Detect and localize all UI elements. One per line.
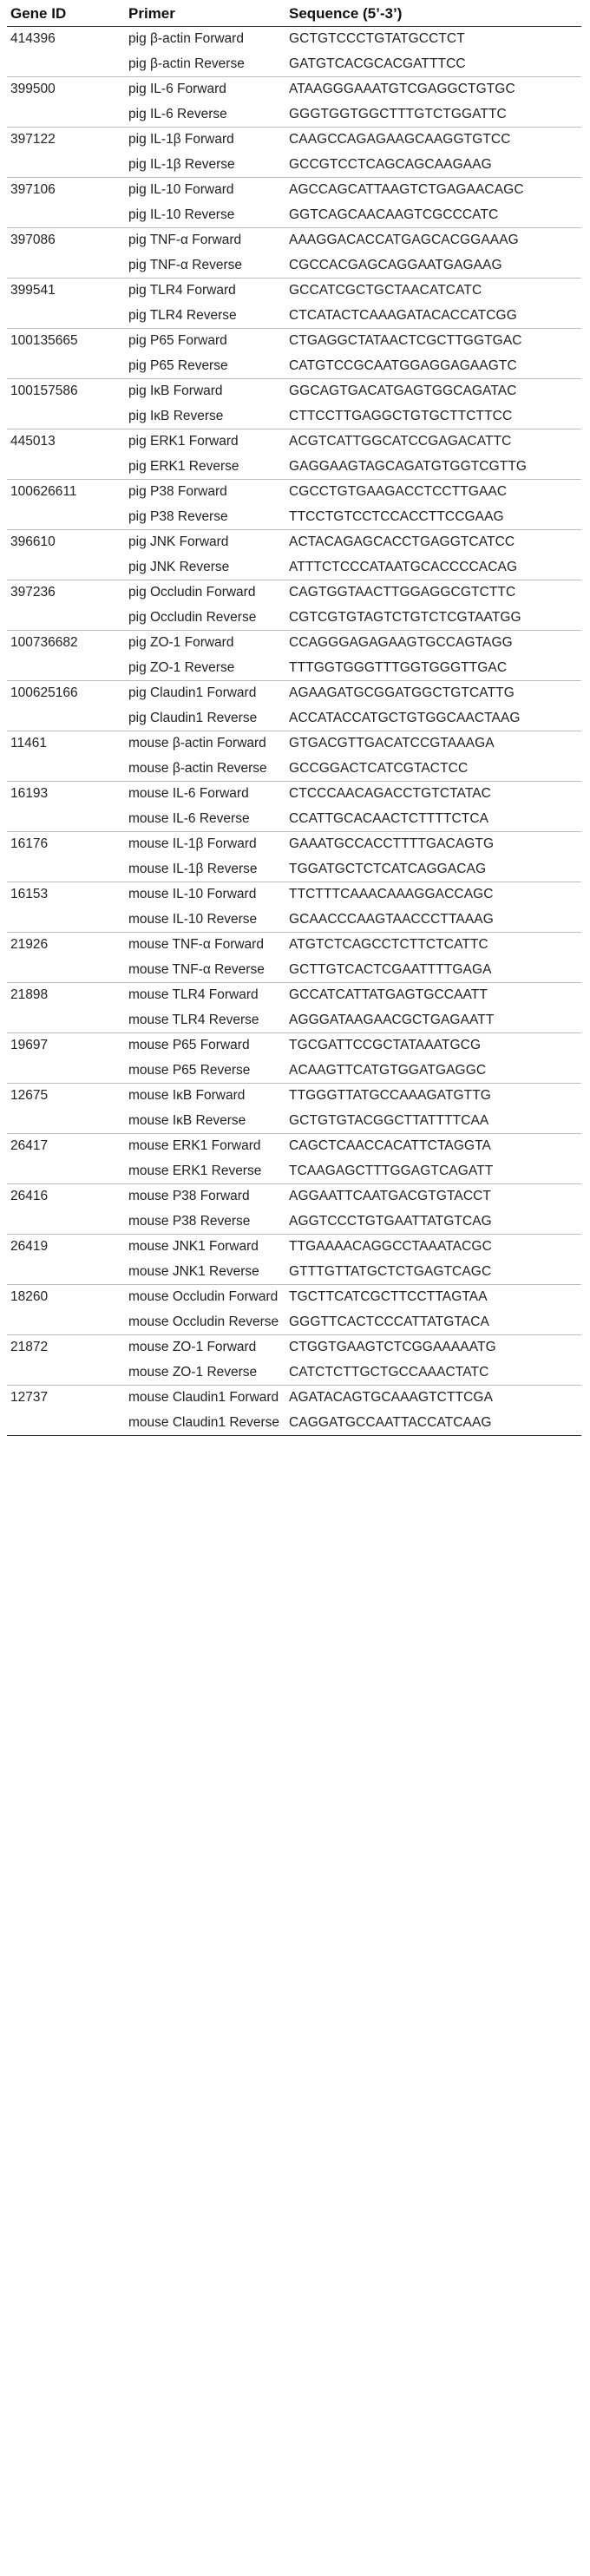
gene-id-cell: 11461 (7, 731, 125, 757)
primer-cell: mouse JNK1 Forward (125, 1235, 285, 1260)
sequence-cell: AAAGGACACCATGAGCACGGAAAG (285, 228, 581, 253)
gene-id-cell (7, 1008, 125, 1033)
gene-id-cell: 397106 (7, 178, 125, 203)
primer-cell: pig ZO-1 Forward (125, 631, 285, 656)
table-row (7, 530, 581, 555)
primer-cell: pig Claudin1 Reverse (128, 710, 258, 725)
primer-cell: mouse P65 Reverse (128, 1062, 251, 1078)
header-gene-id: Gene ID (7, 3, 125, 27)
table-header (7, 3, 581, 27)
table-row (7, 1059, 581, 1084)
gene-id-cell (7, 958, 125, 983)
primer-cell: mouse TNF-α Forward (125, 933, 285, 958)
table-row (7, 1260, 581, 1285)
gene-id-cell (7, 807, 125, 832)
sequence-cell: GGGTTCACTCCCATTATGTACA (289, 1314, 489, 1329)
sequence-cell: GTTTGTTATGCTCTGAGTCAGC (289, 1263, 492, 1279)
table-row (7, 429, 581, 455)
sequence-cell: CTTCCTTGAGGCTGTGCTTCTTCC (289, 408, 513, 423)
table-row (7, 706, 581, 731)
table-row (7, 1109, 581, 1134)
sequence-cell: TGCTTCATCGCTTCCTTAGTAA (285, 1285, 581, 1310)
gene-id-cell: 26417 (7, 1134, 125, 1159)
sequence-cell: AGCCAGCATTAAGTCTGAGAACAGC (285, 178, 581, 203)
sequence-cell: GTGACGTTGACATCCGTAAAGA (285, 731, 581, 757)
table-row (7, 1159, 581, 1184)
table-row (7, 681, 581, 706)
sequence-cell: CAGTGGTAACTTGGAGGCGTCTTC (285, 580, 581, 606)
sequence-cell: CCATTGCACAACTCTTTTCTCA (289, 810, 489, 826)
primer-cell: pig IκB Forward (125, 379, 285, 404)
primer-cell: pig JNK Reverse (128, 559, 230, 574)
sequence-cell: CGCCACGAGCAGGAATGAGAAG (289, 257, 502, 272)
table-row (7, 153, 581, 178)
gene-id-cell: 21898 (7, 983, 125, 1008)
sequence-cell: AGGTCCCTGTGAATTATGTCAG (289, 1213, 492, 1229)
gene-id-cell: 100736682 (7, 631, 125, 656)
table-row (7, 1235, 581, 1260)
gene-id-cell (7, 857, 125, 882)
gene-id-cell: 26419 (7, 1235, 125, 1260)
sequence-cell: TTTGGTGGGTTTGGTGGGTTGAC (289, 659, 508, 675)
primer-cell: pig β-actin Forward (128, 31, 244, 46)
table-row (7, 1285, 581, 1310)
gene-id-cell: 21872 (7, 1335, 125, 1360)
sequence-cell: GAGGAAGTAGCAGATGTGGTCGTTG (289, 458, 528, 474)
table-row (7, 455, 581, 480)
sequence-cell: CATGTCCGCAATGGAGGAGAAGTC (289, 357, 517, 373)
table-row (7, 580, 581, 606)
sequence-cell: CAGGATGCCAATTACCATCAAG (285, 1411, 581, 1436)
gene-id-cell (7, 153, 125, 178)
table-row (7, 1008, 581, 1033)
sequence-cell: GGTCAGCAACAAGTCGCCCATC (289, 206, 499, 222)
sequence-cell: AGAAGATGCGGATGGCTGTCATTG (285, 681, 581, 706)
table-row (7, 304, 581, 329)
primer-cell: mouse Claudin1 Reverse (125, 1411, 285, 1436)
primer-cell: mouse β-actin Reverse (128, 760, 267, 776)
primer-cell: mouse β-actin Forward (125, 731, 285, 757)
gene-id-cell: 21926 (7, 933, 125, 958)
sequence-cell: ACCATACCATGCTGTGGCAACTAAG (289, 710, 521, 725)
table-row (7, 253, 581, 279)
sequence-cell: CAAGCCAGAGAAGCAAGGTGTCC (285, 128, 581, 153)
table-body (7, 27, 581, 1436)
sequence-cell: AGATACAGTGCAAAGTCTTCGA (285, 1386, 581, 1411)
sequence-cell: GAAATGCCACCTTTTGACAGTG (285, 832, 581, 857)
primer-cell: pig Claudin1 Forward (125, 681, 285, 706)
primer-cell: mouse IL-6 Reverse (128, 810, 250, 826)
gene-id-cell (7, 505, 125, 530)
header-primer: Primer (125, 3, 285, 27)
gene-id-cell (7, 1411, 125, 1436)
table-row (7, 480, 581, 505)
table-row (7, 505, 581, 530)
primer-cell: pig ERK1 Reverse (128, 458, 239, 474)
table-row (7, 1360, 581, 1386)
table-row (7, 1335, 581, 1360)
primer-cell: mouse Claudin1 Forward (125, 1386, 285, 1411)
gene-id-cell: 16153 (7, 882, 125, 908)
primer-cell: pig IL-10 Forward (125, 178, 285, 203)
primer-table (7, 3, 581, 1436)
table-row (7, 782, 581, 807)
sequence-cell: ATTTCTCCCATAATGCACCCCACAG (289, 559, 518, 574)
gene-id-cell (7, 757, 125, 782)
gene-id-cell (7, 102, 125, 128)
table-row (7, 857, 581, 882)
primer-cell: mouse IL-6 Forward (125, 782, 285, 807)
primer-cell: mouse P38 Reverse (128, 1213, 251, 1229)
sequence-cell: GCAACCCAAGTAACCCTTAAAG (289, 911, 494, 927)
gene-id-cell (7, 1159, 125, 1184)
table-row (7, 178, 581, 203)
gene-id-cell: 12675 (7, 1084, 125, 1109)
primer-cell: pig IL-1β Forward (125, 128, 285, 153)
primer-cell: pig IL-6 Forward (125, 77, 285, 102)
table-row (7, 1209, 581, 1235)
table-row (7, 379, 581, 404)
gene-id-cell (7, 1360, 125, 1386)
primer-cell: pig JNK Forward (125, 530, 285, 555)
gene-id-cell (7, 555, 125, 580)
gene-id-cell: 399541 (7, 279, 125, 304)
sequence-cell: GATGTCACGCACGATTTCC (289, 56, 466, 71)
table-row (7, 102, 581, 128)
table-row (7, 228, 581, 253)
gene-id-cell (7, 908, 125, 933)
gene-id-cell: 397236 (7, 580, 125, 606)
sequence-cell: TCAAGAGCTTTGGAGTCAGATT (289, 1163, 494, 1178)
primer-cell: pig IL-10 Reverse (128, 206, 235, 222)
table-row (7, 958, 581, 983)
gene-id-cell: 26416 (7, 1184, 125, 1209)
table-row (7, 1134, 581, 1159)
sequence-cell: CGTCGTGTAGTCTGTCTCGTAATGG (289, 609, 521, 625)
gene-id-cell: 16193 (7, 782, 125, 807)
primer-cell: mouse ZO-1 Forward (125, 1335, 285, 1360)
table-row (7, 203, 581, 228)
gene-id-cell (7, 606, 125, 631)
primer-cell: mouse ERK1 Forward (125, 1134, 285, 1159)
sequence-cell: GCTTGTCACTCGAATTTTGAGA (289, 961, 492, 977)
primer-cell: pig TNF-α Reverse (128, 257, 242, 272)
gene-id-cell (7, 404, 125, 429)
primer-cell: pig IL-1β Reverse (128, 156, 235, 172)
gene-id-cell (7, 656, 125, 681)
primer-cell: pig ERK1 Forward (125, 429, 285, 455)
primer-cell: mouse P38 Forward (125, 1184, 285, 1209)
sequence-cell: GCCATCGCTGCTAACATCATC (285, 279, 581, 304)
primer-cell: pig P38 Reverse (128, 508, 228, 524)
gene-id-cell: 100626611 (7, 480, 125, 505)
sequence-cell: GGGTGGTGGCTTTGTCTGGATTC (289, 106, 507, 121)
gene-id-cell: 100135665 (7, 329, 125, 354)
table-row (7, 329, 581, 354)
gene-id-cell (7, 253, 125, 279)
sequence-cell: ATGTCTCAGCCTCTTCTCATTC (285, 933, 581, 958)
primer-cell: mouse ERK1 Reverse (128, 1163, 262, 1178)
table-row (7, 404, 581, 429)
sequence-cell: GGCAGTGACATGAGTGGCAGATAC (285, 379, 581, 404)
gene-id-cell (7, 706, 125, 731)
table-row (7, 631, 581, 656)
primer-cell: pig β-actin Reverse (128, 56, 245, 71)
gene-id-cell: 19697 (7, 1033, 125, 1059)
sequence-cell: AGGAATTCAATGACGTGTACCT (285, 1184, 581, 1209)
primer-cell: mouse P65 Forward (125, 1033, 285, 1059)
gene-id-cell (7, 304, 125, 329)
primer-cell: pig P65 Reverse (128, 357, 228, 373)
table-row (7, 807, 581, 832)
header-sequence: Sequence (5’-3’) (285, 3, 581, 27)
gene-id-cell (7, 1310, 125, 1335)
sequence-cell: ACAAGTTCATGTGGATGAGGC (289, 1062, 487, 1078)
sequence-cell: CGCCTGTGAAGACCTCCTTGAAC (285, 480, 581, 505)
sequence-cell: GCCGTCCTCAGCAGCAAGAAG (289, 156, 492, 172)
primer-cell: mouse JNK1 Reverse (128, 1263, 259, 1279)
table-row (7, 1386, 581, 1411)
sequence-cell: TTGAAAACAGGCCTAAATACGC (285, 1235, 581, 1260)
table-row (7, 1184, 581, 1209)
sequence-cell: TGCGATTCCGCTATAAATGCG (285, 1033, 581, 1059)
table-row (7, 882, 581, 908)
table-row (7, 1033, 581, 1059)
gene-id-cell: 396610 (7, 530, 125, 555)
table-row (7, 731, 581, 757)
primer-cell: mouse TNF-α Reverse (128, 961, 265, 977)
table-row (7, 52, 581, 77)
sequence-cell: TTCTTTCAAACAAAGGACCAGC (285, 882, 581, 908)
sequence-cell: CTCCCAACAGACCTGTCTATAC (285, 782, 581, 807)
header-row (7, 3, 581, 27)
gene-id-cell: 399500 (7, 77, 125, 102)
primer-cell: pig IκB Reverse (128, 408, 224, 423)
gene-id-cell (7, 52, 125, 77)
table-row (7, 1084, 581, 1109)
table-row (7, 933, 581, 958)
primer-cell: mouse IL-1β Forward (125, 832, 285, 857)
table-row (7, 27, 581, 52)
sequence-cell: CTCATACTCAAAGATACACCATCGG (289, 307, 517, 323)
table-row (7, 757, 581, 782)
sequence-cell: ATAAGGGAAATGTCGAGGCTGTGC (285, 77, 581, 102)
sequence-cell: ACGTCATTGGCATCCGAGACATTC (285, 429, 581, 455)
primer-cell: mouse IκB Forward (125, 1084, 285, 1109)
sequence-cell: TTCCTGTCCTCCACCTTCCGAAG (289, 508, 504, 524)
gene-id-cell: 414396 (10, 31, 56, 46)
primer-cell: pig ZO-1 Reverse (128, 659, 235, 675)
sequence-cell: GCCATCATTATGAGTGCCAATT (285, 983, 581, 1008)
table-row (7, 606, 581, 631)
primer-cell: pig Occludin Reverse (128, 609, 257, 625)
sequence-cell: CTGGTGAAGTCTCGGAAAAATG (285, 1335, 581, 1360)
gene-id-cell (7, 1059, 125, 1084)
gene-id-cell: 12737 (7, 1386, 125, 1411)
primer-cell: pig TLR4 Reverse (128, 307, 237, 323)
primer-cell: pig IL-6 Reverse (128, 106, 227, 121)
table-row (7, 1310, 581, 1335)
gene-id-cell (7, 1260, 125, 1285)
primer-cell: mouse IL-10 Forward (125, 882, 285, 908)
primer-cell: pig TLR4 Forward (125, 279, 285, 304)
sequence-cell: ACTACAGAGCACCTGAGGTCATCC (285, 530, 581, 555)
sequence-cell: GCCGGACTCATCGTACTCC (289, 760, 469, 776)
table-row (7, 354, 581, 379)
sequence-cell: AGGGATAAGAACGCTGAGAATT (289, 1012, 495, 1027)
primer-cell: mouse TLR4 Reverse (128, 1012, 259, 1027)
table-row (7, 908, 581, 933)
primer-cell: mouse IL-1β Reverse (128, 861, 258, 876)
gene-id-cell (7, 1109, 125, 1134)
table-row (7, 77, 581, 102)
table-row (7, 279, 581, 304)
gene-id-cell (7, 455, 125, 480)
gene-id-cell: 100157586 (7, 379, 125, 404)
table-row (7, 656, 581, 681)
sequence-cell: CAGCTCAACCACATTCTAGGTA (285, 1134, 581, 1159)
primer-cell: pig P38 Forward (125, 480, 285, 505)
primer-cell: mouse IκB Reverse (128, 1112, 246, 1128)
primer-cell: mouse Occludin Reverse (128, 1314, 279, 1329)
sequence-cell: TTGGGTTATGCCAAAGATGTTG (285, 1084, 581, 1109)
gene-id-cell (7, 1209, 125, 1235)
primer-cell: mouse IL-10 Reverse (128, 911, 258, 927)
table-row (7, 128, 581, 153)
sequence-cell: CTGAGGCTATAACTCGCTTGGTGAC (285, 329, 581, 354)
gene-id-cell (7, 203, 125, 228)
sequence-cell: GCTGTCCCTGTATGCCTCT (289, 31, 465, 46)
primer-cell: pig Occludin Forward (125, 580, 285, 606)
sequence-cell: GCTGTGTACGGCTTATTTTCAA (289, 1112, 489, 1128)
table-row (7, 1411, 581, 1436)
gene-id-cell: 100625166 (7, 681, 125, 706)
primer-cell: pig P65 Forward (125, 329, 285, 354)
gene-id-cell: 16176 (7, 832, 125, 857)
gene-id-cell: 18260 (7, 1285, 125, 1310)
sequence-cell: CCAGGGAGAGAAGTGCCAGTAGG (285, 631, 581, 656)
gene-id-cell (7, 354, 125, 379)
gene-id-cell: 397086 (7, 228, 125, 253)
primer-cell: mouse TLR4 Forward (125, 983, 285, 1008)
primer-cell: pig TNF-α Forward (125, 228, 285, 253)
table-row (7, 983, 581, 1008)
gene-id-cell: 397122 (7, 128, 125, 153)
gene-id-cell: 445013 (7, 429, 125, 455)
sequence-cell: TGGATGCTCTCATCAGGACAG (289, 861, 487, 876)
primer-cell: mouse ZO-1 Reverse (128, 1364, 258, 1380)
table-row (7, 555, 581, 580)
table-row (7, 832, 581, 857)
sequence-cell: CATCTCTTGCTGCCAAACTATC (289, 1364, 489, 1380)
primer-cell: mouse Occludin Forward (125, 1285, 285, 1310)
